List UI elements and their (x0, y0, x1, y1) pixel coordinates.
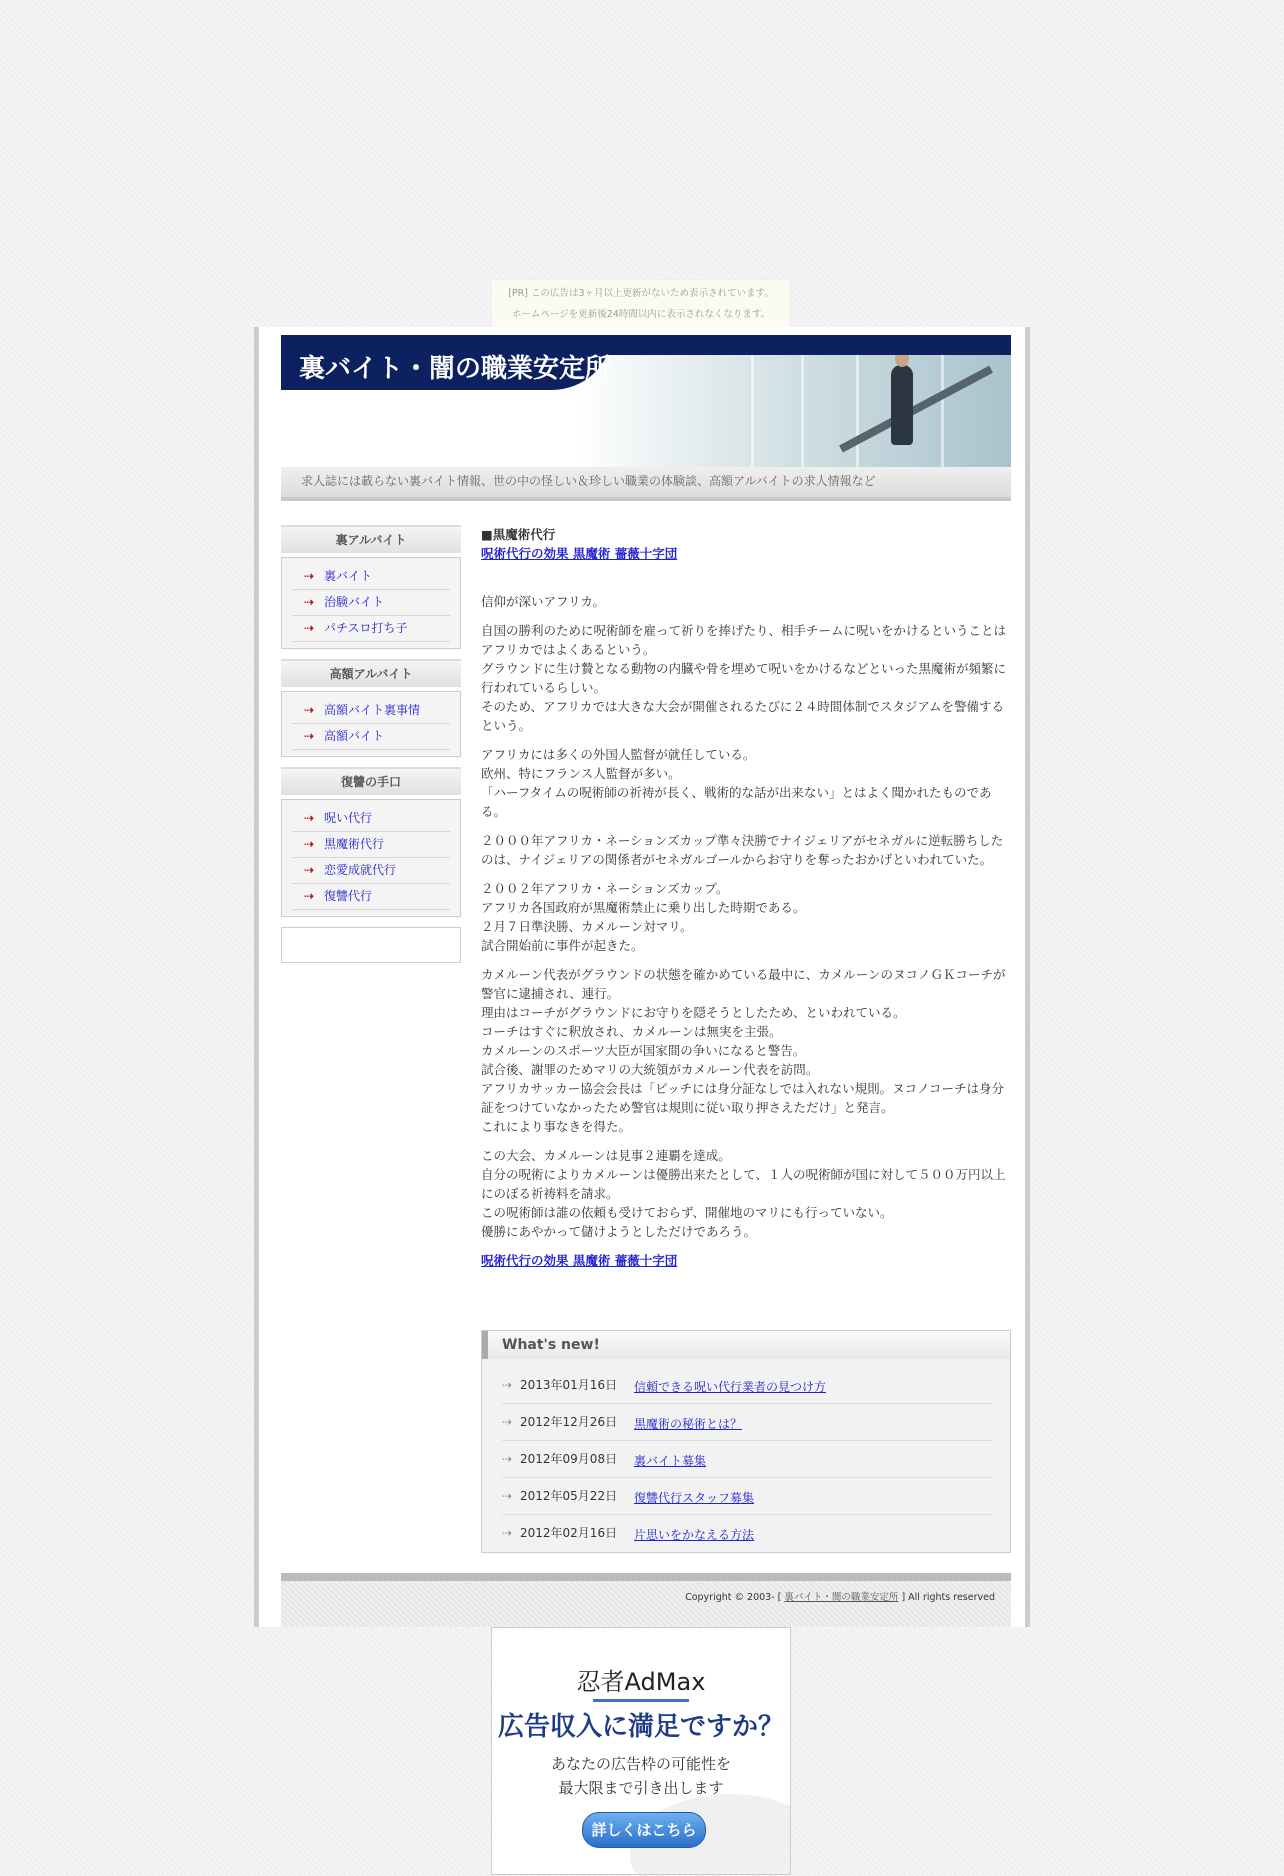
news-date: 2012年12月26日 (520, 1415, 618, 1429)
news-link[interactable]: 復讐代行スタッフ募集 (634, 1491, 755, 1505)
whats-new-heading: What's new! (482, 1331, 1010, 1359)
news-date: 2012年09月08日 (520, 1452, 618, 1466)
sidebar-heading: 高額アルバイト (281, 659, 461, 687)
sidebar-item[interactable] (292, 564, 450, 590)
site-footer (281, 1573, 1011, 1627)
news-row (502, 1441, 992, 1478)
sidebar-item[interactable] (292, 884, 450, 910)
sidebar-link[interactable]: 高額バイト裏事情 (324, 703, 421, 717)
arrow-icon: ⇢ (304, 569, 315, 583)
sidebar-link[interactable]: 裏バイト (324, 569, 373, 583)
article (481, 525, 1011, 1270)
news-date: 2012年05月22日 (520, 1489, 618, 1503)
article-paragraph: この大会、カメルーンは見事２連覇を達成。 自分の呪術によりカメルーンは優勝出来たとして、１人の呪術師が国に対して５００万円以上にのぼる祈祷料を請求。 この呪術師は誰の依頼も受けておらず、開催地のマリにも行っていない。 優勝にあやかって儲けようとしただけであろう。 (481, 1148, 1006, 1239)
article-top-link[interactable]: 呪術代行の効果 黒魔術 薔薇十字団 (481, 546, 678, 561)
article-paragraph: 信仰が深いアフリカ。 (481, 594, 605, 609)
page-container (254, 327, 1030, 1627)
news-link[interactable]: 片思いをかなえる方法 (634, 1528, 755, 1542)
sidebar-link[interactable]: パチスロ打ち子 (324, 621, 408, 635)
arrow-icon: ⇢ (304, 729, 315, 743)
arrow-icon: ⇢ (304, 889, 315, 903)
sidebar-link[interactable]: 黒魔術代行 (324, 837, 385, 851)
article-paragraph: アフリカには多くの外国人監督が就任している。 欧州、特にフランス人監督が多い。 「ハーフタイムの呪術師の祈祷が長く、戦術的な話が出来ない」とはよく聞かれたものである。 (481, 747, 992, 819)
admax-logo: 忍者AdMax (492, 1662, 790, 1702)
site-tagline: 求人誌には載らない裏バイト情報、世の中の怪しい＆珍しい職業の体験談、高額アルバイトの求人情報など (281, 467, 1011, 501)
sidebar-item[interactable] (292, 724, 450, 750)
news-row (502, 1367, 992, 1404)
sidebar-item[interactable] (292, 806, 450, 832)
chevron-right-icon: ⇢ (502, 1415, 513, 1429)
sidebar-link[interactable]: 呪い代行 (324, 811, 373, 825)
copyright-suffix: ] All rights reserved (901, 1592, 995, 1603)
ad-banner[interactable] (491, 1627, 791, 1875)
escalator-graphic (839, 366, 993, 453)
sidebar-item[interactable] (292, 858, 450, 884)
sidebar-item[interactable] (292, 698, 450, 724)
news-link[interactable]: 信頼できる呪い代行業者の見つけ方 (634, 1380, 827, 1394)
sidebar (281, 525, 461, 963)
arrow-icon: ⇢ (304, 811, 315, 825)
chevron-right-icon: ⇢ (502, 1452, 513, 1466)
chevron-right-icon: ⇢ (502, 1526, 513, 1540)
arrow-icon: ⇢ (304, 621, 315, 635)
sidebar-section-ura-arubaito (281, 525, 461, 649)
arrow-icon: ⇢ (304, 595, 315, 609)
chevron-right-icon: ⇢ (502, 1489, 513, 1503)
arrow-icon: ⇢ (304, 837, 315, 851)
site-title[interactable]: 裏バイト・闇の職業安定所 (299, 354, 612, 384)
news-row (502, 1404, 992, 1441)
sidebar-section-kougaku (281, 659, 461, 757)
sidebar-link[interactable]: 治験バイト (324, 595, 385, 609)
sidebar-heading: 裏アルバイト (281, 525, 461, 553)
article-paragraph: カメルーン代表がグラウンドの状態を確かめている最中に、カメルーンのヌコノＧＫコーチが警官に逮捕され、連行。 理由はコーチがグラウンドにお守りを隠そうとしたため、といわれている。 コーチはすぐに釈放され、カメルーンは無実を主張。 カメルーンのスポーツ大臣が国家間の争いになると警告。 試合後、謝罪のためマリの大統領がカメルーン代表を訪問。 アフリカサッカー協会会長は「ピッチには身分証なしでは入れない規則。ヌコノコーチは身分証をつけていなかったため警官は規則に従い取り押さえただけ」と発言。 これにより事なきを得た。 (481, 967, 1006, 1134)
sidebar-item[interactable] (292, 832, 450, 858)
footer-site-link[interactable]: 裏バイト・闇の職業安定所 (784, 1592, 899, 1603)
businessman-graphic (891, 365, 913, 445)
article-paragraph: ２０００年アフリカ・ネーションズカップ準々決勝でナイジェリアがセネガルに逆転勝ちしたのは、ナイジェリアの関係者がセネガルゴールからお守りを奪ったおかげといわれていた。 (481, 833, 1004, 867)
sidebar-link[interactable]: 恋愛成就代行 (324, 863, 397, 877)
pr-notice-line2: ホームページを更新後24時間以内に表示されなくなります。 (511, 309, 771, 320)
sidebar-empty-box (281, 927, 461, 963)
pr-notice (491, 279, 791, 329)
article-paragraph: ２００２年アフリカ・ネーションズカップ。 アフリカ各国政府が黒魔術禁止に乗り出した時期である。 ２月７日準決勝、カメルーン対マリ。 試合開始前に事件が起きた。 (481, 881, 806, 953)
arrow-icon: ⇢ (304, 863, 315, 877)
copyright-prefix: Copyright © 2003- [ (685, 1592, 782, 1603)
sidebar-heading: 復讐の手口 (281, 767, 461, 795)
pr-notice-line1: [PR] この広告は3ヶ月以上更新がないため表示されています。 (508, 288, 774, 299)
news-date: 2012年02月16日 (520, 1526, 618, 1540)
sidebar-link[interactable]: 高額バイト (324, 729, 385, 743)
whats-new-box (481, 1330, 1011, 1553)
arrow-icon: ⇢ (304, 703, 315, 717)
ad-subtext: あなたの広告枠の可能性を 最大限まで引き出します (550, 1755, 731, 1797)
ad-headline: 広告収入に満足ですか？ (497, 1712, 784, 1742)
sidebar-link[interactable]: 復讐代行 (324, 889, 373, 903)
sidebar-item[interactable] (292, 590, 450, 616)
news-row (502, 1515, 992, 1551)
site-header (281, 335, 1011, 467)
article-bottom-link[interactable]: 呪術代行の効果 黒魔術 薔薇十字団 (481, 1253, 678, 1268)
sidebar-section-fukushu (281, 767, 461, 917)
news-date: 2013年01月16日 (520, 1378, 618, 1392)
news-row (502, 1478, 992, 1515)
news-link[interactable]: 裏バイト募集 (634, 1454, 707, 1468)
article-heading: ■黒魔術代行 (481, 527, 556, 542)
chevron-right-icon: ⇢ (502, 1378, 513, 1392)
sidebar-item[interactable] (292, 616, 450, 642)
news-link[interactable]: 黒魔術の秘術とは？ (634, 1417, 743, 1431)
article-paragraph: 自国の勝利のために呪術師を雇って祈りを捧げたり、相手チームに呪いをかけるということはアフリカではよくあるという。 グラウンドに生け贄となる動物の内臓や骨を埋めて呪いをかけるなどといった黒魔術が頻繁に行われているらしい。 そのため、アフリカでは大きな大会が開催されるたびに２４時間体制でスタジアムを警備するという。 (481, 623, 1007, 733)
ad-details-button[interactable]: 詳しくはこちら (582, 1812, 706, 1848)
